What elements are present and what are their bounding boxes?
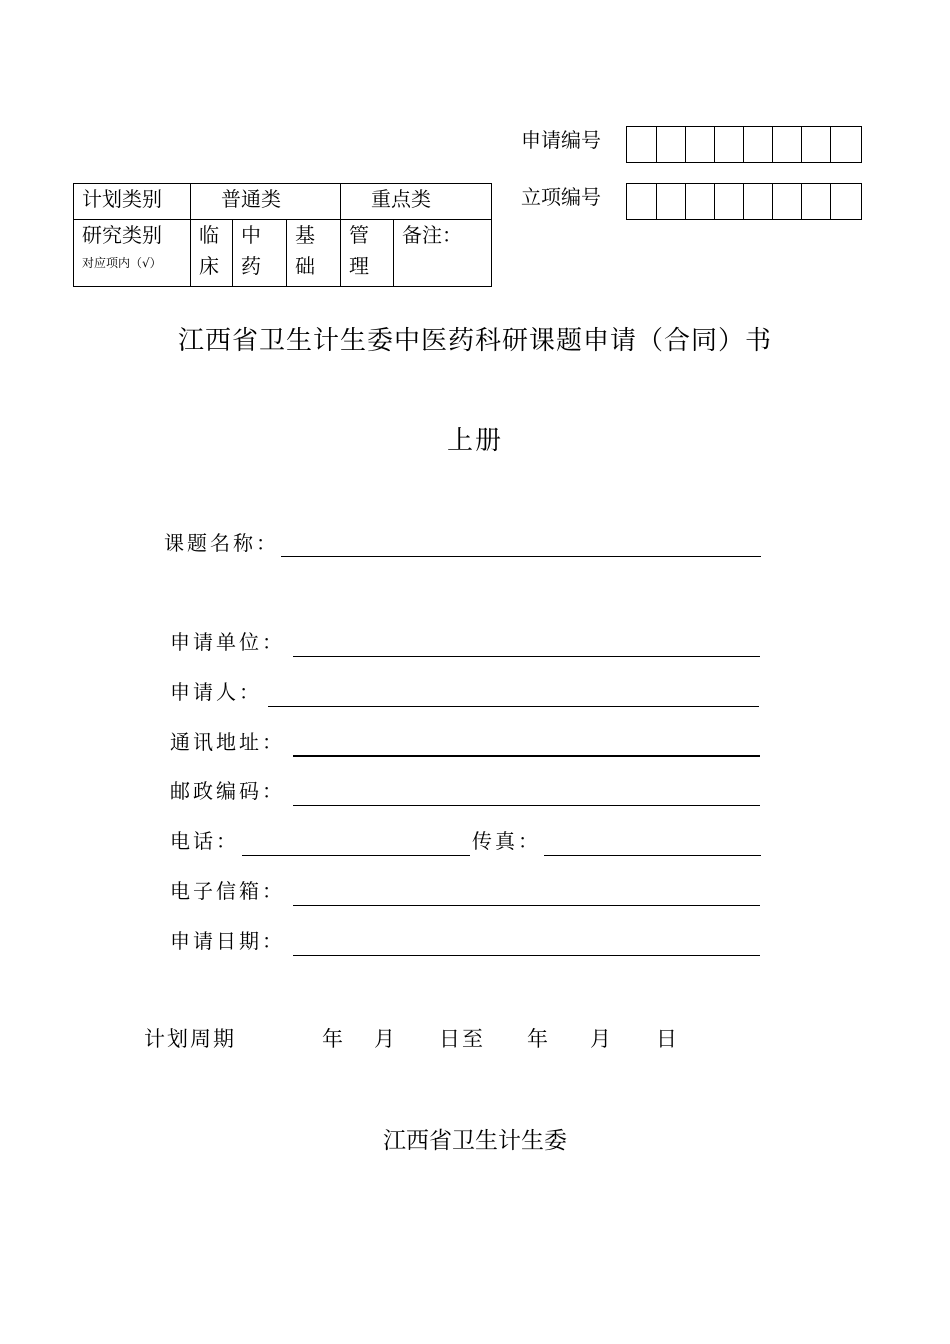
applicant-label: 申请人： (170, 680, 262, 704)
period-year-end: 年 (527, 1027, 548, 1051)
plan-period (0, 1023, 950, 1053)
applicant-unit-line[interactable] (293, 656, 760, 657)
project-number-label: 立项编号 (521, 185, 601, 209)
research-option-basic[interactable]: 基 础 (287, 220, 341, 287)
plan-option-key[interactable]: 重点类 (341, 184, 492, 220)
postal-code-line[interactable] (293, 805, 760, 806)
plan-category-label: 计划类别 (74, 184, 191, 220)
document-volume: 上册 (446, 426, 503, 456)
document-title: 江西省卫生计生委中医药科研课题申请（合同）书 (177, 326, 772, 356)
period-day-to: 日至 (439, 1027, 485, 1051)
email-label: 电子信箱： (170, 879, 285, 903)
topic-name-line[interactable] (281, 556, 761, 557)
project-number-boxes[interactable] (626, 183, 862, 220)
fax-label: 传真： (472, 829, 541, 853)
applicant-line[interactable] (268, 706, 759, 707)
research-option-management[interactable]: 管 理 (341, 220, 394, 287)
category-table (73, 183, 492, 287)
address-line[interactable] (293, 755, 760, 757)
topic-name-label: 课题名称： (164, 531, 279, 555)
research-category-cell (74, 220, 191, 287)
apply-date-label: 申请日期： (170, 929, 285, 953)
email-line[interactable] (293, 905, 760, 906)
fax-line[interactable] (544, 855, 761, 856)
apply-date-line[interactable] (293, 955, 760, 956)
phone-line[interactable] (242, 855, 470, 856)
research-option-chinese-medicine[interactable]: 中 药 (233, 220, 287, 287)
research-category-label: 研究类别 (82, 223, 162, 247)
application-number-label: 申请编号 (521, 128, 601, 152)
plan-period-label: 计划周期 (144, 1027, 236, 1051)
remarks-cell[interactable]: 备注： (394, 220, 492, 287)
address-label: 通讯地址： (170, 730, 285, 754)
phone-label: 电话： (170, 829, 239, 853)
period-month-end: 月 (590, 1027, 611, 1051)
period-year-start: 年 (322, 1027, 343, 1051)
research-option-clinical[interactable]: 临 床 (191, 220, 233, 287)
issuer: 江西省卫生计生委 (383, 1128, 567, 1154)
application-number-boxes[interactable] (626, 126, 862, 163)
plan-option-normal[interactable]: 普通类 (191, 184, 341, 220)
research-note: 对应项内（√） (82, 256, 162, 270)
period-month-start: 月 (374, 1027, 395, 1051)
postal-code-label: 邮政编码： (170, 779, 285, 803)
applicant-unit-label: 申请单位： (170, 630, 285, 654)
period-day-end: 日 (656, 1027, 677, 1051)
